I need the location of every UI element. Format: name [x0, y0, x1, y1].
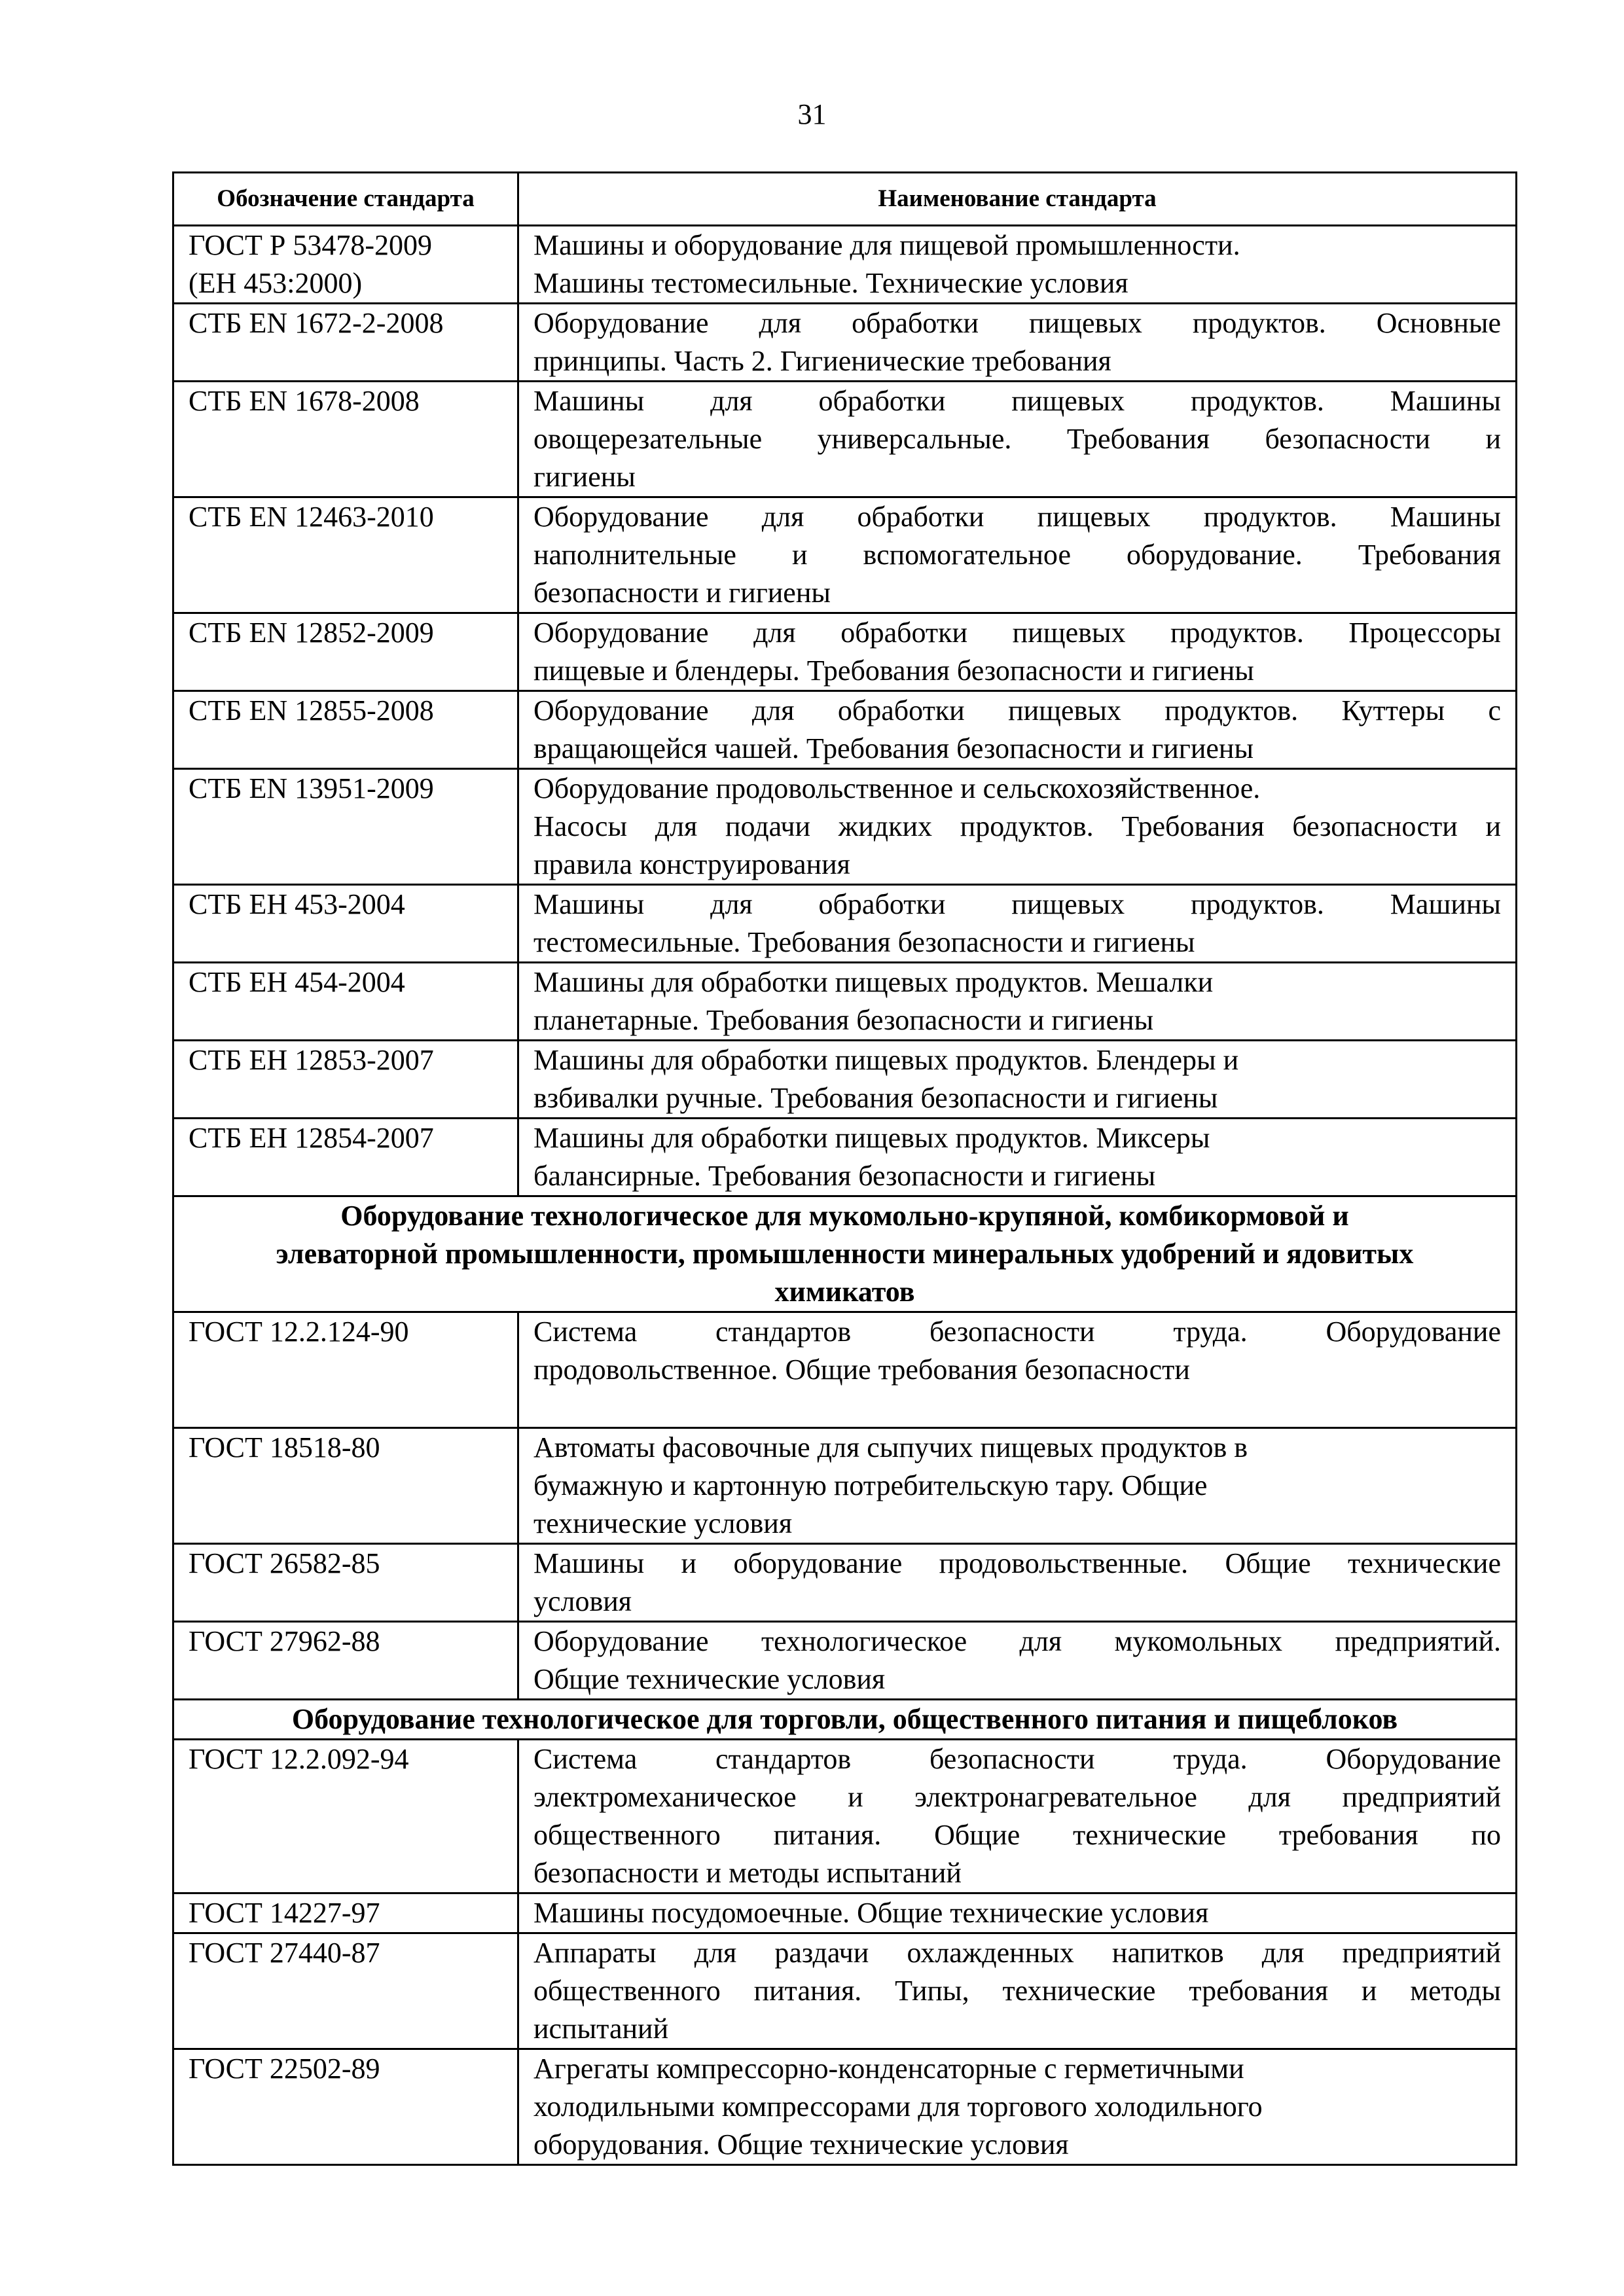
title-line: Оборудование для обработки пищевых продуктов. Основные: [533, 307, 1501, 339]
table-row: [173, 613, 1517, 691]
page-number: 31: [797, 98, 827, 130]
standard-designation: [173, 1119, 518, 1196]
standard-title: [518, 226, 1517, 304]
title-line: Оборудование для обработки пищевых продуктов. Куттеры с: [533, 694, 1501, 726]
designation-line: СТБ EN 1672-2-2008: [189, 307, 444, 339]
title-line: Машины для обработки пищевых продуктов. Машины: [533, 888, 1501, 920]
standard-designation: [173, 2049, 518, 2165]
table-row: [173, 1893, 1517, 1933]
designation-line: ГОСТ 12.2.092-94: [189, 1743, 409, 1775]
standard-title: [518, 1740, 1517, 1893]
designation-line: СТБ EN 12463-2010: [189, 501, 434, 533]
designation-line: СТБ ЕН 453-2004: [189, 888, 405, 920]
title-line: овощерезательные универсальные. Требования безопасности и: [533, 423, 1501, 455]
title-line: условия: [533, 1585, 632, 1617]
standard-title: [518, 497, 1517, 613]
title-line: наполнительные и вспомогательное оборудование. Требования: [533, 539, 1501, 571]
header-title: Наименование стандарта: [518, 173, 1517, 226]
standard-designation: [173, 613, 518, 691]
standard-title: [518, 1933, 1517, 2049]
title-line: безопасности и гигиены: [533, 577, 831, 609]
standard-title: [518, 963, 1517, 1041]
designation-line: СТБ EN 12855-2008: [189, 694, 434, 726]
designation-line: СТБ EN 12852-2009: [189, 617, 434, 649]
title-line: Машины для обработки пищевых продуктов. Миксеры: [533, 1122, 1210, 1154]
standard-title: [518, 1893, 1517, 1933]
designation-line: ГОСТ 27962-88: [189, 1625, 380, 1657]
standard-title: [518, 382, 1517, 497]
designation-line: ГОСТ 27440-87: [189, 1937, 380, 1969]
table-row: [173, 382, 1517, 497]
table-header-row: [173, 173, 1517, 226]
title-line: общественного питания. Общие технические требования по: [533, 1819, 1501, 1851]
title-line: Машины и оборудование для пищевой промышленности.: [533, 229, 1240, 261]
designation-line: ГОСТ 26582-85: [189, 1547, 380, 1579]
standard-title: [518, 613, 1517, 691]
standard-title: [518, 885, 1517, 963]
section-heading: [173, 1700, 1517, 1740]
designation-line: СТБ EN 13951-2009: [189, 772, 434, 804]
section-header-row: [173, 1196, 1517, 1312]
standard-designation: [173, 497, 518, 613]
title-line: Агрегаты компрессорно-конденсаторные с герметичными: [533, 2053, 1244, 2085]
table-row: [173, 1544, 1517, 1622]
standards-table: [172, 171, 1517, 2166]
table-row: [173, 1041, 1517, 1119]
title-line: Машины посудомоечные. Общие технические условия: [533, 1897, 1209, 1929]
title-line: технические условия: [533, 1507, 793, 1539]
table-row: [173, 1428, 1517, 1544]
designation-line: ГОСТ 14227-97: [189, 1897, 380, 1929]
title-line: общественного питания. Типы, технические требования и методы: [533, 1975, 1501, 2007]
table-row: [173, 769, 1517, 885]
title-line: Машины и оборудование продовольственные. Общие технические: [533, 1547, 1501, 1579]
standard-title: [518, 1544, 1517, 1622]
title-line: испытаний: [533, 2013, 669, 2045]
standard-designation: [173, 226, 518, 304]
standard-designation: [173, 691, 518, 769]
title-line: пищевые и блендеры. Требования безопасности и гигиены: [533, 655, 1254, 687]
title-line: Оборудование продовольственное и сельскохозяйственное.: [533, 772, 1261, 804]
title-line: планетарные. Требования безопасности и гигиены: [533, 1004, 1154, 1036]
standard-designation: [173, 769, 518, 885]
section-heading-line: элеваторной промышленности, промышленности минеральных удобрений и ядовитых: [276, 1238, 1414, 1270]
standard-title: [518, 304, 1517, 382]
standard-designation: [173, 1428, 518, 1544]
designation-line: ГОСТ 12.2.124-90: [189, 1316, 409, 1348]
section-heading-line: Оборудование технологическое для мукомольно-крупяной, комбикормовой и: [340, 1200, 1349, 1232]
title-line: Общие технические условия: [533, 1663, 886, 1695]
table-row: [173, 497, 1517, 613]
designation-line: ГОСТ Р 53478-2009: [189, 229, 433, 261]
title-line: Насосы для подачи жидких продуктов. Требования безопасности и: [533, 810, 1501, 842]
title-line: правила конструирования: [533, 848, 850, 880]
standard-designation: [173, 382, 518, 497]
title-line: Оборудование технологическое для мукомольных предприятий.: [533, 1625, 1501, 1657]
title-line: гигиены: [533, 461, 636, 493]
designation-line: ГОСТ 18518-80: [189, 1431, 380, 1463]
title-line: безопасности и методы испытаний: [533, 1857, 962, 1889]
designation-line: ГОСТ 22502-89: [189, 2053, 380, 2085]
standard-designation: [173, 1041, 518, 1119]
table-row: [173, 691, 1517, 769]
title-line: Машины тестомесильные. Технические условия: [533, 267, 1128, 299]
standard-designation: [173, 304, 518, 382]
standard-designation: [173, 1893, 518, 1933]
designation-line: (ЕН 453:2000): [189, 267, 363, 299]
section-heading-line: Оборудование технологическое для торговли, общественного питания и пищеблоков: [291, 1703, 1398, 1735]
title-line: Машины для обработки пищевых продуктов. Машины: [533, 385, 1501, 417]
table-row: [173, 304, 1517, 382]
standard-designation: [173, 1312, 518, 1428]
standard-designation: [173, 1740, 518, 1893]
table-row: [173, 885, 1517, 963]
standard-title: [518, 1622, 1517, 1700]
section-heading: [173, 1196, 1517, 1312]
table-row: [173, 1933, 1517, 2049]
title-line: принципы. Часть 2. Гигиенические требования: [533, 345, 1111, 377]
designation-line: СТБ ЕН 12853-2007: [189, 1044, 434, 1076]
title-line: продовольственное. Общие требования безопасности: [533, 1354, 1190, 1386]
standard-title: [518, 1119, 1517, 1196]
table-row: [173, 2049, 1517, 2165]
table-row: [173, 1312, 1517, 1428]
title-line: Автоматы фасовочные для сыпучих пищевых продуктов в: [533, 1431, 1248, 1463]
standard-designation: [173, 1933, 518, 2049]
section-header-row: [173, 1700, 1517, 1740]
standard-title: [518, 769, 1517, 885]
table-row: [173, 963, 1517, 1041]
title-line: электромеханическое и электронагревательное для предприятий: [533, 1781, 1501, 1813]
table-row: [173, 1622, 1517, 1700]
title-line: вращающейся чашей. Требования безопасности и гигиены: [533, 732, 1254, 764]
title-line: балансирные. Требования безопасности и гигиены: [533, 1160, 1156, 1192]
standard-designation: [173, 1544, 518, 1622]
title-line: холодильными компрессорами для торгового холодильного: [533, 2090, 1263, 2123]
standard-title: [518, 1428, 1517, 1544]
standard-title: [518, 1041, 1517, 1119]
title-line: Машины для обработки пищевых продуктов. Мешалки: [533, 966, 1214, 998]
standard-title: [518, 691, 1517, 769]
title-line: Оборудование для обработки пищевых продуктов. Процессоры: [533, 617, 1501, 649]
title-line: тестомесильные. Требования безопасности и гигиены: [533, 926, 1195, 958]
standard-title: [518, 2049, 1517, 2165]
title-line: Аппараты для раздачи охлажденных напитков для предприятий: [533, 1937, 1501, 1969]
standard-designation: [173, 885, 518, 963]
standard-designation: [173, 1622, 518, 1700]
title-line: Оборудование для обработки пищевых продуктов. Машины: [533, 501, 1501, 533]
title-line: взбивалки ручные. Требования безопасности и гигиены: [533, 1082, 1218, 1114]
table-row: [173, 1119, 1517, 1196]
section-heading-line: химикатов: [774, 1276, 915, 1308]
designation-line: СТБ ЕН 12854-2007: [189, 1122, 434, 1154]
designation-line: СТБ EN 1678-2008: [189, 385, 420, 417]
designation-line: СТБ ЕН 454-2004: [189, 966, 405, 998]
title-line: Система стандартов безопасности труда. Оборудование: [533, 1743, 1501, 1775]
table-body: [173, 226, 1517, 2165]
title-line: Машины для обработки пищевых продуктов. Блендеры и: [533, 1044, 1239, 1076]
title-line: бумажную и картонную потребительскую тару. Общие: [533, 1469, 1208, 1501]
standard-title: [518, 1312, 1517, 1428]
title-line: Система стандартов безопасности труда. Оборудование: [533, 1316, 1501, 1348]
table-row: [173, 226, 1517, 304]
standard-designation: [173, 963, 518, 1041]
title-line: оборудования. Общие технические условия: [533, 2128, 1069, 2161]
table-row: [173, 1740, 1517, 1893]
header-designation: Обозначение стандарта: [173, 173, 518, 226]
